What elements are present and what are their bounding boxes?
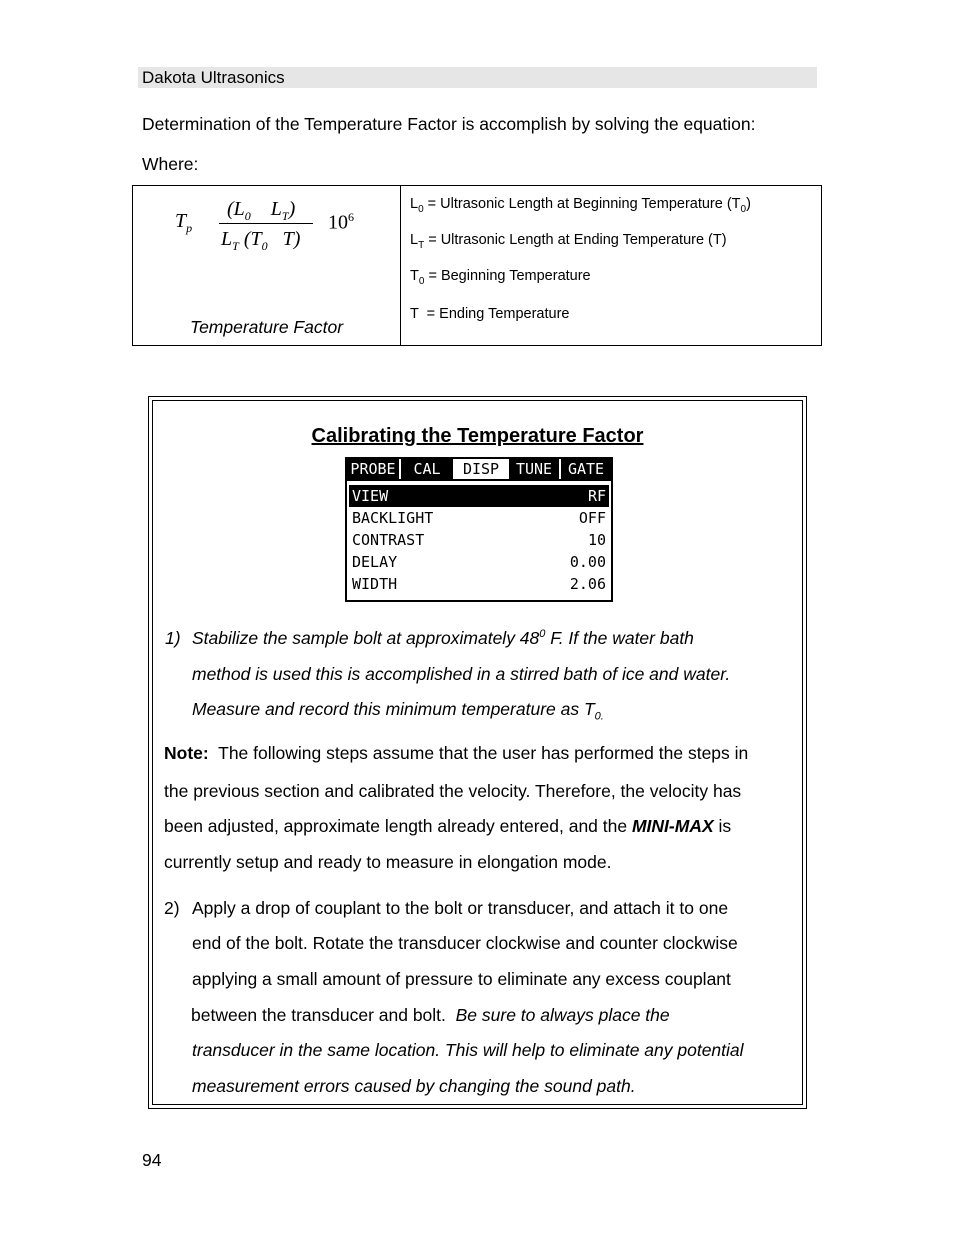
ten-base: 10 [328, 211, 348, 234]
running-header [138, 67, 817, 88]
step1-subscript: 0. [594, 710, 604, 723]
note-text: been adjusted, approximate length already entered, and the [164, 816, 632, 836]
table-divider [400, 186, 401, 345]
den-sub1: T [232, 239, 239, 253]
lcd-row-delay [349, 551, 609, 573]
definition-line [410, 232, 727, 251]
lcd-row-label: CONTRAST [352, 531, 425, 549]
header-title: Dakota Ultrasonics [142, 68, 285, 87]
note-line1 [164, 743, 748, 764]
definition-line [410, 196, 751, 215]
def-symbol: T [410, 306, 419, 322]
ten-exponent: 6 [348, 210, 354, 224]
step1-text: Stabilize the sample bolt at approximately 48 [192, 628, 540, 648]
lcd-menu-screen [345, 457, 613, 602]
step2-line6: measurement errors caused by changing the sound path. [192, 1076, 636, 1096]
lcd-row-label: DELAY [352, 553, 398, 571]
den-sub2: 0 [261, 239, 268, 253]
step2-italic-text: Be sure to always place the [455, 1005, 670, 1025]
calibration-box [148, 396, 807, 1109]
num-sub2: T [281, 209, 289, 223]
lcd-tab-bar [347, 459, 611, 481]
step2-number: 2) [164, 898, 180, 918]
formula-power [328, 210, 354, 235]
step2-line4 [191, 1005, 670, 1026]
note-line2: the previous section and calibrated the velocity. Therefore, the velocity has [164, 781, 742, 801]
lcd-row-value: 10 [587, 531, 606, 549]
lcd-row-value: RF [587, 487, 606, 505]
note-text: The following steps assume that the user has performed the steps in [208, 743, 749, 763]
step1-number: 1) [165, 628, 181, 648]
formula-lhs [175, 210, 192, 236]
den-L: L [221, 228, 233, 250]
den-close: ) [293, 228, 301, 250]
def-text: = Ultrasonic Length at Ending Temperature (T) [424, 232, 727, 248]
lcd-row-backlight [349, 507, 609, 529]
step1-line2: method is used this is accomplished in a stirred bath of ice and water. [192, 664, 731, 684]
product-name: MINI-MAX [631, 816, 714, 836]
fraction-bar [219, 223, 313, 224]
note-line3 [164, 816, 731, 837]
lcd-row-value: OFF [578, 509, 606, 527]
note-text-end: is [713, 816, 732, 836]
lcd-row-label: WIDTH [352, 575, 398, 593]
lcd-tab-cal: CAL [401, 459, 453, 479]
step1-line1 [192, 628, 694, 649]
step2-line3: applying a small amount of pressure to eliminate any excess couplant [192, 969, 731, 989]
lcd-tab-tune: TUNE [509, 459, 561, 479]
lcd-row-label: BACKLIGHT [352, 509, 434, 527]
den-open: (T [243, 228, 262, 250]
note-label: Note: [164, 743, 209, 763]
where-label: Where: [142, 154, 199, 174]
lcd-row-value: 0.00 [569, 553, 606, 571]
def-text: = Beginning Temperature [424, 268, 591, 284]
step2-text: between the transducer and bolt. [191, 1005, 456, 1025]
lcd-tab-gate: GATE [561, 459, 611, 479]
page-number: 94 [142, 1150, 162, 1170]
step2-line5: transducer in the same location. This will help to eliminate any potential [192, 1040, 744, 1060]
equation-table [132, 185, 822, 346]
calibration-title: Calibrating the Temperature Factor [311, 425, 644, 447]
calibration-box-inner [152, 400, 803, 1105]
formula-numerator [227, 198, 295, 224]
intro-paragraph: Determination of the Temperature Factor is accomplish by solving the equation: [142, 114, 756, 134]
lcd-tab-probe: PROBE [347, 459, 401, 479]
definition-line [410, 268, 591, 287]
def-subscript2: 0 [740, 203, 747, 215]
def-subscript: 0 [418, 203, 424, 215]
formula-cell [133, 186, 400, 346]
lcd-row-width [349, 573, 609, 595]
def-text: = Ultrasonic Length at Beginning Temperature (T [423, 196, 741, 212]
num-close: ) [288, 198, 296, 220]
lcd-tab-disp: DISP [453, 459, 509, 479]
step2-line2: end of the bolt. Rotate the transducer clockwise and counter clockwise [192, 933, 738, 953]
step1-text-end: F. If the water bath [545, 628, 694, 648]
num-mid: L [270, 198, 282, 220]
formula-caption: Temperature Factor [189, 317, 344, 337]
lcd-row-contrast [349, 529, 609, 551]
num-open: (L [227, 198, 245, 220]
lhs-subscript: p [186, 221, 193, 235]
def-subscript: T [418, 239, 425, 251]
formula-denominator [221, 228, 300, 254]
def-text: = Ending Temperature [418, 306, 570, 322]
step1-line3 [192, 699, 604, 723]
lcd-row-label: VIEW [352, 487, 389, 505]
step1-superscript: 0 [539, 628, 546, 641]
def-symbol: L [410, 196, 419, 212]
step2-line1: Apply a drop of couplant to the bolt or transducer, and attach it to one [192, 898, 729, 918]
def-subscript: 0 [418, 275, 425, 287]
lcd-row-value: 2.06 [569, 575, 606, 593]
def-symbol: T [410, 268, 419, 284]
lhs-symbol: T [175, 210, 187, 232]
step1-text: Measure and record this minimum temperature as T [192, 699, 595, 719]
definition-line [410, 306, 569, 322]
def-symbol: L [410, 232, 419, 248]
den-T: T [282, 228, 294, 250]
lcd-row-view [349, 485, 609, 507]
note-line4: currently setup and ready to measure in elongation mode. [164, 852, 612, 872]
num-sub1: 0 [244, 209, 251, 223]
def-end: ) [746, 196, 751, 212]
